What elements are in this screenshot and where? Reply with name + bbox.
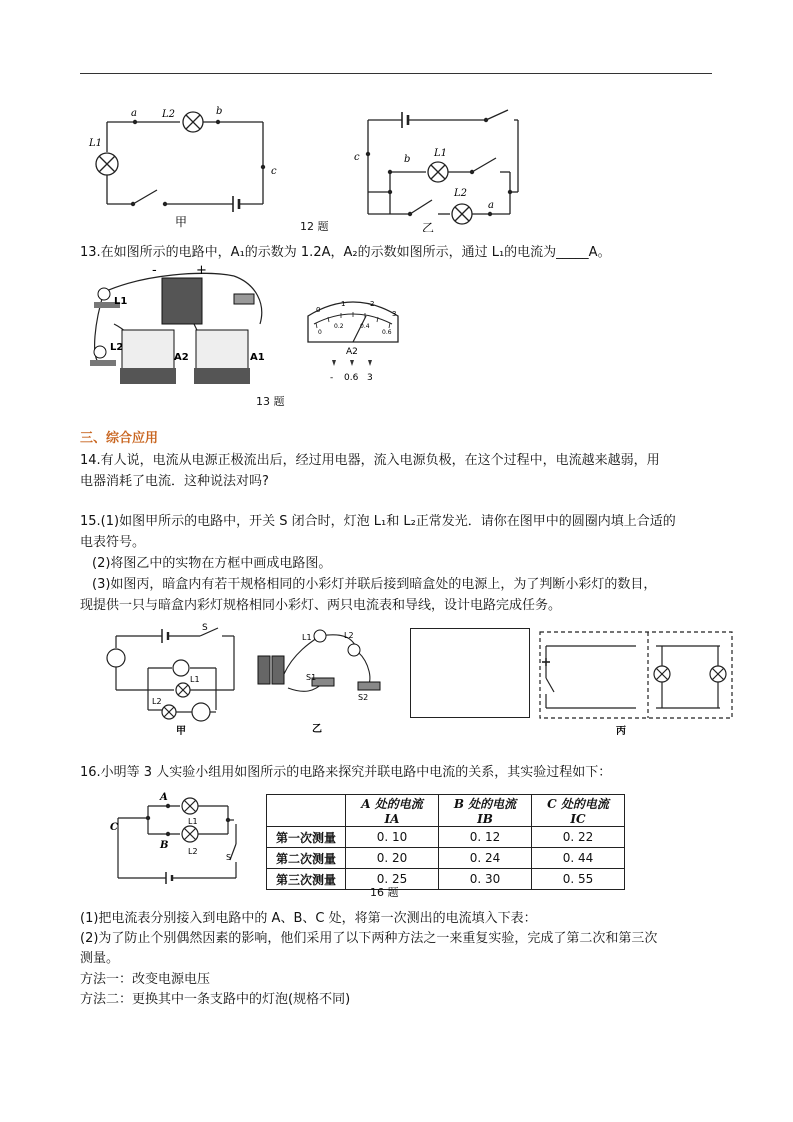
label-a: a	[131, 108, 137, 119]
label-L1: L1	[114, 296, 128, 307]
q14-line1: 14.有人说，电流从电源正极流出后，经过用电器，流入电源负极，在这个过程中，电流越来越弱，用	[80, 453, 660, 468]
table-cell: 0. 22	[532, 827, 625, 848]
table-header-cell: C 处的电流 IC	[532, 795, 625, 827]
label-C: C	[110, 822, 118, 833]
q15-line5: 现提供一只与暗盒内彩灯规格相同小彩灯、两只电流表和导线，设计电路完成任务。	[80, 598, 562, 613]
q13-question: 13.在如图所示的电路中，A₁的示数为 1.2A，A₂的示数如图所示，通过 L₁的电流为_____A。	[80, 245, 611, 260]
q16-line2: (2)为了防止个别偶然因素的影响，他们采用了以下两种方法之一来重复实验，完成了第二次和第三次	[80, 931, 658, 946]
q15-circuit-jia	[104, 620, 244, 738]
label-b: b	[404, 154, 411, 165]
terminal-minus: -	[330, 373, 334, 383]
battery-minus: -	[152, 264, 157, 278]
table-cell: 第二次测量	[267, 848, 346, 869]
label-L2: L2	[344, 631, 354, 640]
q13-physical-circuit	[84, 264, 274, 386]
label-B: B	[160, 840, 169, 851]
scale-top-3: 3	[392, 310, 397, 318]
ammeter-icon	[122, 330, 174, 370]
drawing-answer-box	[410, 628, 530, 718]
q12-circuit-jia	[85, 100, 285, 230]
label-A1: A1	[250, 352, 265, 363]
table-header-cell: B 处的电流 IB	[439, 795, 532, 827]
meter-name: A2	[346, 347, 358, 357]
q16-line1: (1)把电流表分别接入到电路中的 A、B、C 处，将第一次测出的电流填入下表：	[80, 911, 537, 926]
figure-label-jia: 甲	[175, 215, 188, 229]
q16-circuit	[110, 788, 250, 886]
table-cell: 第一次测量	[267, 827, 346, 848]
table-header-row	[267, 795, 625, 827]
q13-ammeter-dial	[304, 290, 402, 386]
label-L2: L2	[188, 847, 198, 856]
scale-bottom-1: 0.2	[334, 323, 344, 330]
label-L2: L2	[110, 342, 124, 353]
figure-label-jia: 甲	[176, 726, 186, 737]
q15-line3: (2)将图乙中的实物在方框中画成电路图。	[92, 556, 332, 571]
q16-line3: 测量。	[80, 951, 120, 966]
q16-intro: 16.小明等 3 人实验小组用如图所示的电路来探究并联电路中电流的关系，其实验过程如下：	[80, 765, 612, 780]
q15-physical-yi	[254, 622, 384, 738]
scale-bottom-2: 0.4	[360, 323, 370, 330]
table-cell: 0. 20	[346, 848, 439, 869]
label-S2: S2	[358, 693, 369, 702]
q16-caption: 16 题	[370, 886, 399, 899]
table-cell: 0. 25	[346, 869, 439, 890]
switch-icon	[234, 294, 254, 304]
section-title: 三、综合应用	[80, 431, 159, 446]
q16-method1: 方法一：改变电源电压	[80, 972, 211, 987]
label-A: A	[160, 792, 168, 803]
table-header-cell	[267, 795, 346, 827]
q15-line4: (3)如图丙，暗盒内有若干规格相同的小彩灯并联后接到暗盒处的电源上，为了判断小彩灯的数目，	[92, 577, 657, 592]
label-L2: L2	[454, 188, 468, 199]
label-c: c	[354, 152, 360, 163]
scale-top-0: 0	[316, 306, 321, 314]
q12-circuit-yi	[350, 104, 530, 232]
q16-method2: 方法二：更换其中一条支路中的灯泡(规格不同)	[80, 992, 351, 1007]
label-L1: L1	[190, 675, 200, 684]
table-cell: 0. 30	[439, 869, 532, 890]
label-c: c	[271, 166, 277, 177]
label-L1: L1	[89, 138, 103, 149]
q15-line1: 15.(1)如图甲所示的电路中，开关 S 闭合时，灯泡 L₁和 L₂正常发光．请你在图甲中的圆圈内填上合适的	[80, 514, 676, 529]
label-S1: S1	[306, 673, 317, 682]
bulb-icon	[94, 346, 106, 358]
table-cell: 0. 44	[532, 848, 625, 869]
q13-caption: 13 题	[256, 395, 285, 408]
meter-blank-circle	[173, 660, 189, 676]
table-cell: 0. 55	[532, 869, 625, 890]
table-row	[267, 827, 625, 848]
figure-label-yi: 乙	[312, 724, 322, 735]
label-L2: L2	[162, 109, 176, 120]
scale-top-2: 2	[370, 300, 375, 308]
figure-label-yi: 乙	[422, 221, 435, 232]
terminal-0.6: 0.6	[344, 373, 359, 383]
table-header-cell: A 处的电流 IA	[346, 795, 439, 827]
label-S: S	[226, 853, 232, 862]
terminal-3: 3	[367, 373, 373, 383]
label-L2: L2	[152, 697, 162, 706]
q16-current-table	[266, 794, 625, 890]
battery-icon	[272, 656, 284, 684]
scale-top-1: 1	[341, 300, 346, 308]
label-L1: L1	[188, 817, 198, 826]
label-A2: A2	[174, 352, 189, 363]
label-b: b	[216, 106, 223, 117]
terminal-icon	[332, 360, 372, 366]
battery-icon	[258, 656, 270, 684]
meter-blank-circle	[107, 649, 125, 667]
figure-label-bing: 丙	[616, 726, 626, 737]
table-row	[267, 848, 625, 869]
table-cell: 0. 24	[439, 848, 532, 869]
table-cell: 0. 12	[439, 827, 532, 848]
label-L1: L1	[302, 633, 312, 642]
scale-bottom-3: 0.6	[382, 329, 392, 336]
bulb-icon	[98, 288, 110, 300]
table-row	[267, 869, 625, 890]
table-cell: 0. 10	[346, 827, 439, 848]
meter-blank-circle	[192, 703, 210, 721]
switch-icon	[358, 682, 380, 690]
q15-line2: 电表符号。	[80, 535, 146, 550]
header-rule	[80, 73, 712, 74]
bulb-icon	[348, 644, 360, 656]
battery-plus: +	[196, 264, 207, 278]
label-L1: L1	[434, 148, 448, 159]
q15-circuit-bing	[536, 628, 738, 738]
bulb-icon	[314, 630, 326, 642]
q12-caption: 12 题	[300, 220, 329, 233]
label-S: S	[202, 623, 208, 633]
label-a: a	[488, 200, 494, 211]
battery-icon	[162, 278, 202, 324]
q14-line2: 电器消耗了电流．这种说法对吗?	[80, 474, 269, 489]
scale-bottom-0: 0	[318, 329, 322, 336]
table-cell: 第三次测量	[267, 869, 346, 890]
ammeter-icon	[196, 330, 248, 370]
